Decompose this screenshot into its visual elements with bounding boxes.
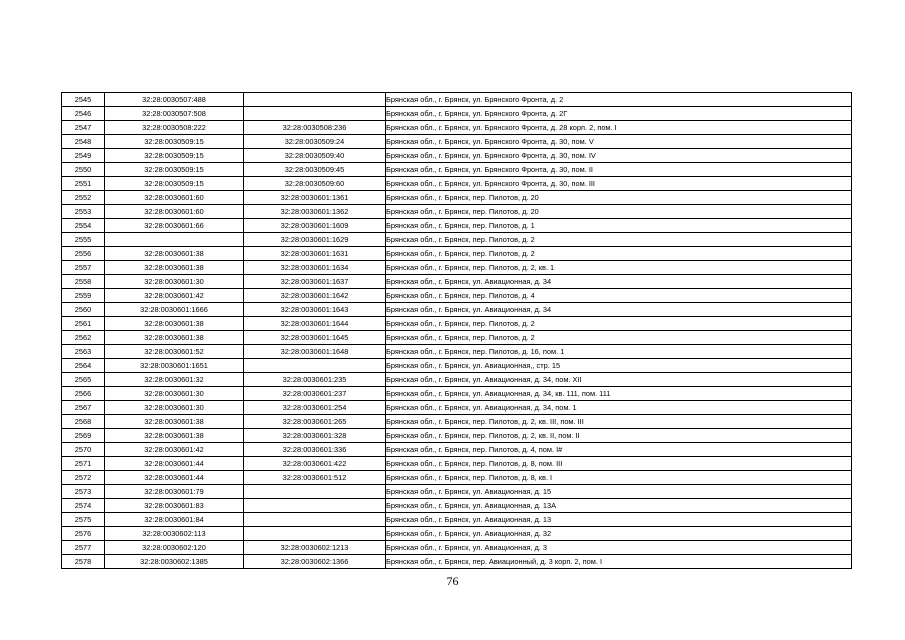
- cadastral-number-cell: 32:28:0030601:38: [105, 429, 244, 443]
- row-number-cell: 2546: [62, 107, 105, 121]
- object-number-cell: 32:28:0030601:1648: [244, 345, 386, 359]
- address-cell: Брянская обл., г. Брянск, пер. Пилотов, д. 2, кв. 1: [386, 261, 852, 275]
- object-number-cell: [244, 485, 386, 499]
- row-number-cell: 2563: [62, 345, 105, 359]
- row-number-cell: 2554: [62, 219, 105, 233]
- table-row: [62, 415, 852, 429]
- row-number-cell: 2561: [62, 317, 105, 331]
- address-cell: Брянская обл., г. Брянск, ул. Авиационная, д. 34, пом. 1: [386, 401, 852, 415]
- object-number-cell: 32:28:0030601:1643: [244, 303, 386, 317]
- row-number-cell: 2547: [62, 121, 105, 135]
- row-number-cell: 2556: [62, 247, 105, 261]
- table-row: [62, 443, 852, 457]
- row-number-cell: 2569: [62, 429, 105, 443]
- row-number-cell: 2558: [62, 275, 105, 289]
- row-number-cell: 2578: [62, 555, 105, 569]
- address-cell: Брянская обл., г. Брянск, ул. Брянского Фронта, д. 30, пом. III: [386, 177, 852, 191]
- object-number-cell: 32:28:0030601:237: [244, 387, 386, 401]
- table-row: [62, 303, 852, 317]
- cadastral-number-cell: 32:28:0030601:52: [105, 345, 244, 359]
- object-number-cell: 32:28:0030601:265: [244, 415, 386, 429]
- address-cell: Брянская обл., г. Брянск, пер. Авиационный, д. 3 корп. 2, пом. I: [386, 555, 852, 569]
- address-cell: Брянская обл., г. Брянск, пер. Пилотов, д. 2: [386, 233, 852, 247]
- object-number-cell: [244, 513, 386, 527]
- cadastral-number-cell: 32:28:0030509:15: [105, 149, 244, 163]
- address-cell: Брянская обл., г. Брянск, ул. Авиационная, д. 34: [386, 275, 852, 289]
- cadastral-number-cell: 32:28:0030601:30: [105, 275, 244, 289]
- row-number-cell: 2552: [62, 191, 105, 205]
- address-cell: Брянская обл., г. Брянск, пер. Пилотов, д. 1: [386, 219, 852, 233]
- table-row: [62, 163, 852, 177]
- object-number-cell: [244, 93, 386, 107]
- address-cell: Брянская обл., г. Брянск, ул. Авиационная, д. 34, пом. XII: [386, 373, 852, 387]
- cadastral-number-cell: 32:28:0030509:15: [105, 163, 244, 177]
- address-cell: Брянская обл., г. Брянск, пер. Пилотов, д. 2, кв. II, пом. II: [386, 429, 852, 443]
- registry-table-body: [62, 93, 852, 569]
- row-number-cell: 2568: [62, 415, 105, 429]
- table-row: [62, 121, 852, 135]
- address-cell: Брянская обл., г. Брянск, ул. Брянского Фронта, д. 30, пом. II: [386, 163, 852, 177]
- address-cell: Брянская обл., г. Брянск, пер. Пилотов, д. 8, пом. III: [386, 457, 852, 471]
- row-number-cell: 2567: [62, 401, 105, 415]
- table-row: [62, 359, 852, 373]
- table-row: [62, 513, 852, 527]
- cadastral-number-cell: 32:28:0030601:42: [105, 443, 244, 457]
- address-cell: Брянская обл., г. Брянск, ул. Авиационная, д. 13А: [386, 499, 852, 513]
- table-row: [62, 401, 852, 415]
- cadastral-number-cell: 32:28:0030601:83: [105, 499, 244, 513]
- cadastral-number-cell: 32:28:0030508:222: [105, 121, 244, 135]
- table-row: [62, 261, 852, 275]
- cadastral-number-cell: 32:28:0030601:38: [105, 331, 244, 345]
- cadastral-number-cell: 32:28:0030601:42: [105, 289, 244, 303]
- row-number-cell: 2577: [62, 541, 105, 555]
- row-number-cell: 2570: [62, 443, 105, 457]
- table-row: [62, 331, 852, 345]
- row-number-cell: 2574: [62, 499, 105, 513]
- object-number-cell: 32:28:0030601:1362: [244, 205, 386, 219]
- address-cell: Брянская обл., г. Брянск, ул. Авиационная,, стр. 15: [386, 359, 852, 373]
- table-row: [62, 289, 852, 303]
- object-number-cell: 32:28:0030601:1361: [244, 191, 386, 205]
- cadastral-number-cell: 32:28:0030509:15: [105, 177, 244, 191]
- row-number-cell: 2571: [62, 457, 105, 471]
- cadastral-number-cell: 32:28:0030601:44: [105, 471, 244, 485]
- table-row: [62, 471, 852, 485]
- cadastral-number-cell: 32:28:0030601:30: [105, 387, 244, 401]
- address-cell: Брянская обл., г. Брянск, ул. Брянского Фронта, д. 30, пом. V: [386, 135, 852, 149]
- address-cell: Брянская обл., г. Брянск, пер. Пилотов, д. 2: [386, 247, 852, 261]
- cadastral-number-cell: 32:28:0030507:508: [105, 107, 244, 121]
- address-cell: Брянская обл., г. Брянск, ул. Авиационная, д. 34, кв. 111, пом. 111: [386, 387, 852, 401]
- table-row: [62, 485, 852, 499]
- object-number-cell: [244, 499, 386, 513]
- object-number-cell: 32:28:0030602:1213: [244, 541, 386, 555]
- table-row: [62, 555, 852, 569]
- table-row: [62, 387, 852, 401]
- address-cell: Брянская обл., г. Брянск, пер. Пилотов, д. 16, пом. 1: [386, 345, 852, 359]
- table-row: [62, 275, 852, 289]
- table-row: [62, 135, 852, 149]
- row-number-cell: 2548: [62, 135, 105, 149]
- address-cell: Брянская обл., г. Брянск, ул. Авиационная, д. 32: [386, 527, 852, 541]
- row-number-cell: 2560: [62, 303, 105, 317]
- table-row: [62, 219, 852, 233]
- registry-table: [61, 92, 852, 569]
- row-number-cell: 2559: [62, 289, 105, 303]
- table-row: [62, 317, 852, 331]
- row-number-cell: 2564: [62, 359, 105, 373]
- table-row: [62, 191, 852, 205]
- address-cell: Брянская обл., г. Брянск, ул. Авиационная, д. 15: [386, 485, 852, 499]
- cadastral-number-cell: 32:28:0030601:30: [105, 401, 244, 415]
- row-number-cell: 2545: [62, 93, 105, 107]
- cadastral-number-cell: 32:28:0030601:38: [105, 247, 244, 261]
- cadastral-number-cell: [105, 233, 244, 247]
- row-number-cell: 2557: [62, 261, 105, 275]
- address-cell: Брянская обл., г. Брянск, ул. Брянского Фронта, д. 28 корп. 2, пом. I: [386, 121, 852, 135]
- cadastral-number-cell: 32:28:0030601:32: [105, 373, 244, 387]
- cadastral-number-cell: 32:28:0030602:113: [105, 527, 244, 541]
- object-number-cell: 32:28:0030508:236: [244, 121, 386, 135]
- table-row: [62, 373, 852, 387]
- object-number-cell: 32:28:0030601:1629: [244, 233, 386, 247]
- cadastral-number-cell: 32:28:0030601:1666: [105, 303, 244, 317]
- address-cell: Брянская обл., г. Брянск, пер. Пилотов, д. 8, кв. I: [386, 471, 852, 485]
- address-cell: Брянская обл., г. Брянск, ул. Брянского Фронта, д. 2: [386, 93, 852, 107]
- object-number-cell: 32:28:0030601:1631: [244, 247, 386, 261]
- table-row: [62, 93, 852, 107]
- table-row: [62, 149, 852, 163]
- row-number-cell: 2550: [62, 163, 105, 177]
- cadastral-number-cell: 32:28:0030601:1651: [105, 359, 244, 373]
- object-number-cell: 32:28:0030509:45: [244, 163, 386, 177]
- object-number-cell: 32:28:0030601:1644: [244, 317, 386, 331]
- table-row: [62, 457, 852, 471]
- row-number-cell: 2572: [62, 471, 105, 485]
- cadastral-number-cell: 32:28:0030601:38: [105, 261, 244, 275]
- object-number-cell: 32:28:0030601:1634: [244, 261, 386, 275]
- cadastral-number-cell: 32:28:0030601:60: [105, 205, 244, 219]
- row-number-cell: 2551: [62, 177, 105, 191]
- cadastral-number-cell: 32:28:0030509:15: [105, 135, 244, 149]
- address-cell: Брянская обл., г. Брянск, ул. Брянского Фронта, д. 2Г: [386, 107, 852, 121]
- object-number-cell: 32:28:0030509:40: [244, 149, 386, 163]
- table-row: [62, 247, 852, 261]
- object-number-cell: 32:28:0030601:336: [244, 443, 386, 457]
- cadastral-number-cell: 32:28:0030601:44: [105, 457, 244, 471]
- row-number-cell: 2566: [62, 387, 105, 401]
- table-row: [62, 107, 852, 121]
- table-row: [62, 233, 852, 247]
- table-row: [62, 345, 852, 359]
- row-number-cell: 2573: [62, 485, 105, 499]
- object-number-cell: [244, 527, 386, 541]
- row-number-cell: 2562: [62, 331, 105, 345]
- cadastral-number-cell: 32:28:0030601:84: [105, 513, 244, 527]
- object-number-cell: 32:28:0030601:328: [244, 429, 386, 443]
- cadastral-number-cell: 32:28:0030601:79: [105, 485, 244, 499]
- cadastral-number-cell: 32:28:0030602:1385: [105, 555, 244, 569]
- object-number-cell: 32:28:0030509:24: [244, 135, 386, 149]
- address-cell: Брянская обл., г. Брянск, пер. Пилотов, д. 20: [386, 205, 852, 219]
- table-row: [62, 177, 852, 191]
- table-row: [62, 429, 852, 443]
- address-cell: Брянская обл., г. Брянск, пер. Пилотов, д. 20: [386, 191, 852, 205]
- row-number-cell: 2575: [62, 513, 105, 527]
- object-number-cell: 32:28:0030601:235: [244, 373, 386, 387]
- object-number-cell: 32:28:0030601:1609: [244, 219, 386, 233]
- table-row: [62, 541, 852, 555]
- object-number-cell: 32:28:0030509:60: [244, 177, 386, 191]
- table-row: [62, 527, 852, 541]
- row-number-cell: 2576: [62, 527, 105, 541]
- object-number-cell: 32:28:0030601:1642: [244, 289, 386, 303]
- object-number-cell: 32:28:0030601:254: [244, 401, 386, 415]
- cadastral-number-cell: 32:28:0030601:38: [105, 317, 244, 331]
- table-row: [62, 499, 852, 513]
- address-cell: Брянская обл., г. Брянск, ул. Авиационная, д. 3: [386, 541, 852, 555]
- cadastral-number-cell: 32:28:0030601:38: [105, 415, 244, 429]
- object-number-cell: 32:28:0030601:422: [244, 457, 386, 471]
- cadastral-number-cell: 32:28:0030602:120: [105, 541, 244, 555]
- object-number-cell: [244, 359, 386, 373]
- object-number-cell: 32:28:0030601:512: [244, 471, 386, 485]
- address-cell: Брянская обл., г. Брянск, пер. Пилотов, д. 2: [386, 331, 852, 345]
- page-number: 76: [446, 574, 459, 588]
- table-row: [62, 205, 852, 219]
- row-number-cell: 2549: [62, 149, 105, 163]
- address-cell: Брянская обл., г. Брянск, пер. Пилотов, д. 2, кв. III, пом. III: [386, 415, 852, 429]
- cadastral-number-cell: 32:28:0030507:488: [105, 93, 244, 107]
- address-cell: Брянская обл., г. Брянск, пер. Пилотов, д. 4, пом. I#: [386, 443, 852, 457]
- row-number-cell: 2555: [62, 233, 105, 247]
- address-cell: Брянская обл., г. Брянск, ул. Брянского Фронта, д. 30, пом. IV: [386, 149, 852, 163]
- object-number-cell: 32:28:0030602:1366: [244, 555, 386, 569]
- address-cell: Брянская обл., г. Брянск, пер. Пилотов, д. 4: [386, 289, 852, 303]
- object-number-cell: 32:28:0030601:1645: [244, 331, 386, 345]
- row-number-cell: 2565: [62, 373, 105, 387]
- row-number-cell: 2553: [62, 205, 105, 219]
- object-number-cell: 32:28:0030601:1637: [244, 275, 386, 289]
- cadastral-number-cell: 32:28:0030601:66: [105, 219, 244, 233]
- address-cell: Брянская обл., г. Брянск, пер. Пилотов, д. 2: [386, 317, 852, 331]
- object-number-cell: [244, 107, 386, 121]
- address-cell: Брянская обл., г. Брянск, ул. Авиационная, д. 34: [386, 303, 852, 317]
- address-cell: Брянская обл., г. Брянск, ул. Авиационная, д. 13: [386, 513, 852, 527]
- cadastral-number-cell: 32:28:0030601:60: [105, 191, 244, 205]
